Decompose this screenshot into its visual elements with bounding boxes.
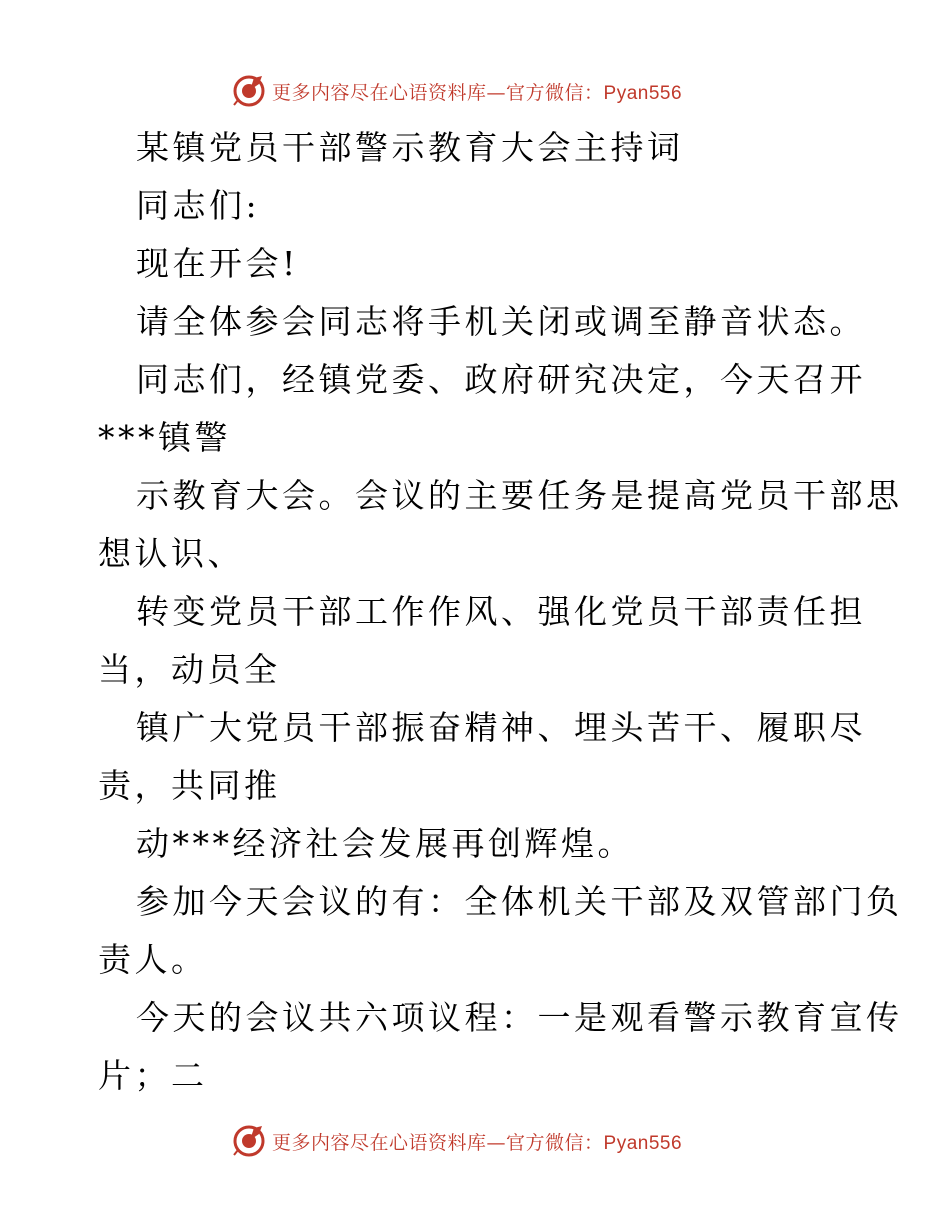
watermark-wechat-label: 官方微信： xyxy=(506,81,604,104)
text-line: 责，共同推 xyxy=(98,766,281,805)
watermark-wechat-label: 官方微信： xyxy=(506,1131,604,1154)
watermark-banner-top xyxy=(232,72,682,110)
watermark-separator: — xyxy=(486,81,507,104)
watermark-wechat-id: Pyan556 xyxy=(603,1132,683,1154)
watermark-text xyxy=(272,1128,682,1155)
text-line: 今天的会议共六项议程：一是观看警示教育宣传 xyxy=(136,998,903,1037)
text-line: 动***经济社会发展再创辉煌。 xyxy=(136,824,634,863)
watermark-banner-bottom xyxy=(232,1122,682,1160)
text-line: 请全体参会同志将手机关闭或调至静音状态。 xyxy=(136,302,866,341)
text-line: 转变党员干部工作作风、强化党员干部责任担 xyxy=(136,592,866,631)
text-line: 想认识、 xyxy=(98,534,244,573)
text-line: 现在开会! xyxy=(136,244,299,283)
quill-seal-icon xyxy=(232,74,266,108)
text-line: ***镇警 xyxy=(98,418,231,457)
text-line: 参加今天会议的有：全体机关干部及双管部门负 xyxy=(136,882,903,921)
watermark-text xyxy=(272,78,682,105)
text-line: 责人。 xyxy=(98,940,208,979)
watermark-cn: 更多内容尽在心语资料库 xyxy=(272,81,487,104)
text-line: 镇广大党员干部振奋精神、埋头苦干、履职尽 xyxy=(136,708,866,747)
watermark-cn: 更多内容尽在心语资料库 xyxy=(272,1131,487,1154)
text-line: 示教育大会。会议的主要任务是提高党员干部思 xyxy=(136,476,903,515)
document-title: 某镇党员干部警示教育大会主持词 xyxy=(136,128,684,167)
text-line: 片；二 xyxy=(98,1056,208,1095)
text-line: 同志们: xyxy=(136,186,261,225)
watermark-wechat-id: Pyan556 xyxy=(603,82,683,104)
text-line: 同志们，经镇党委、政府研究决定，今天召开 xyxy=(136,360,866,399)
quill-seal-icon xyxy=(232,1124,266,1158)
watermark-separator: — xyxy=(486,1131,507,1154)
text-line: 当，动员全 xyxy=(98,650,281,689)
